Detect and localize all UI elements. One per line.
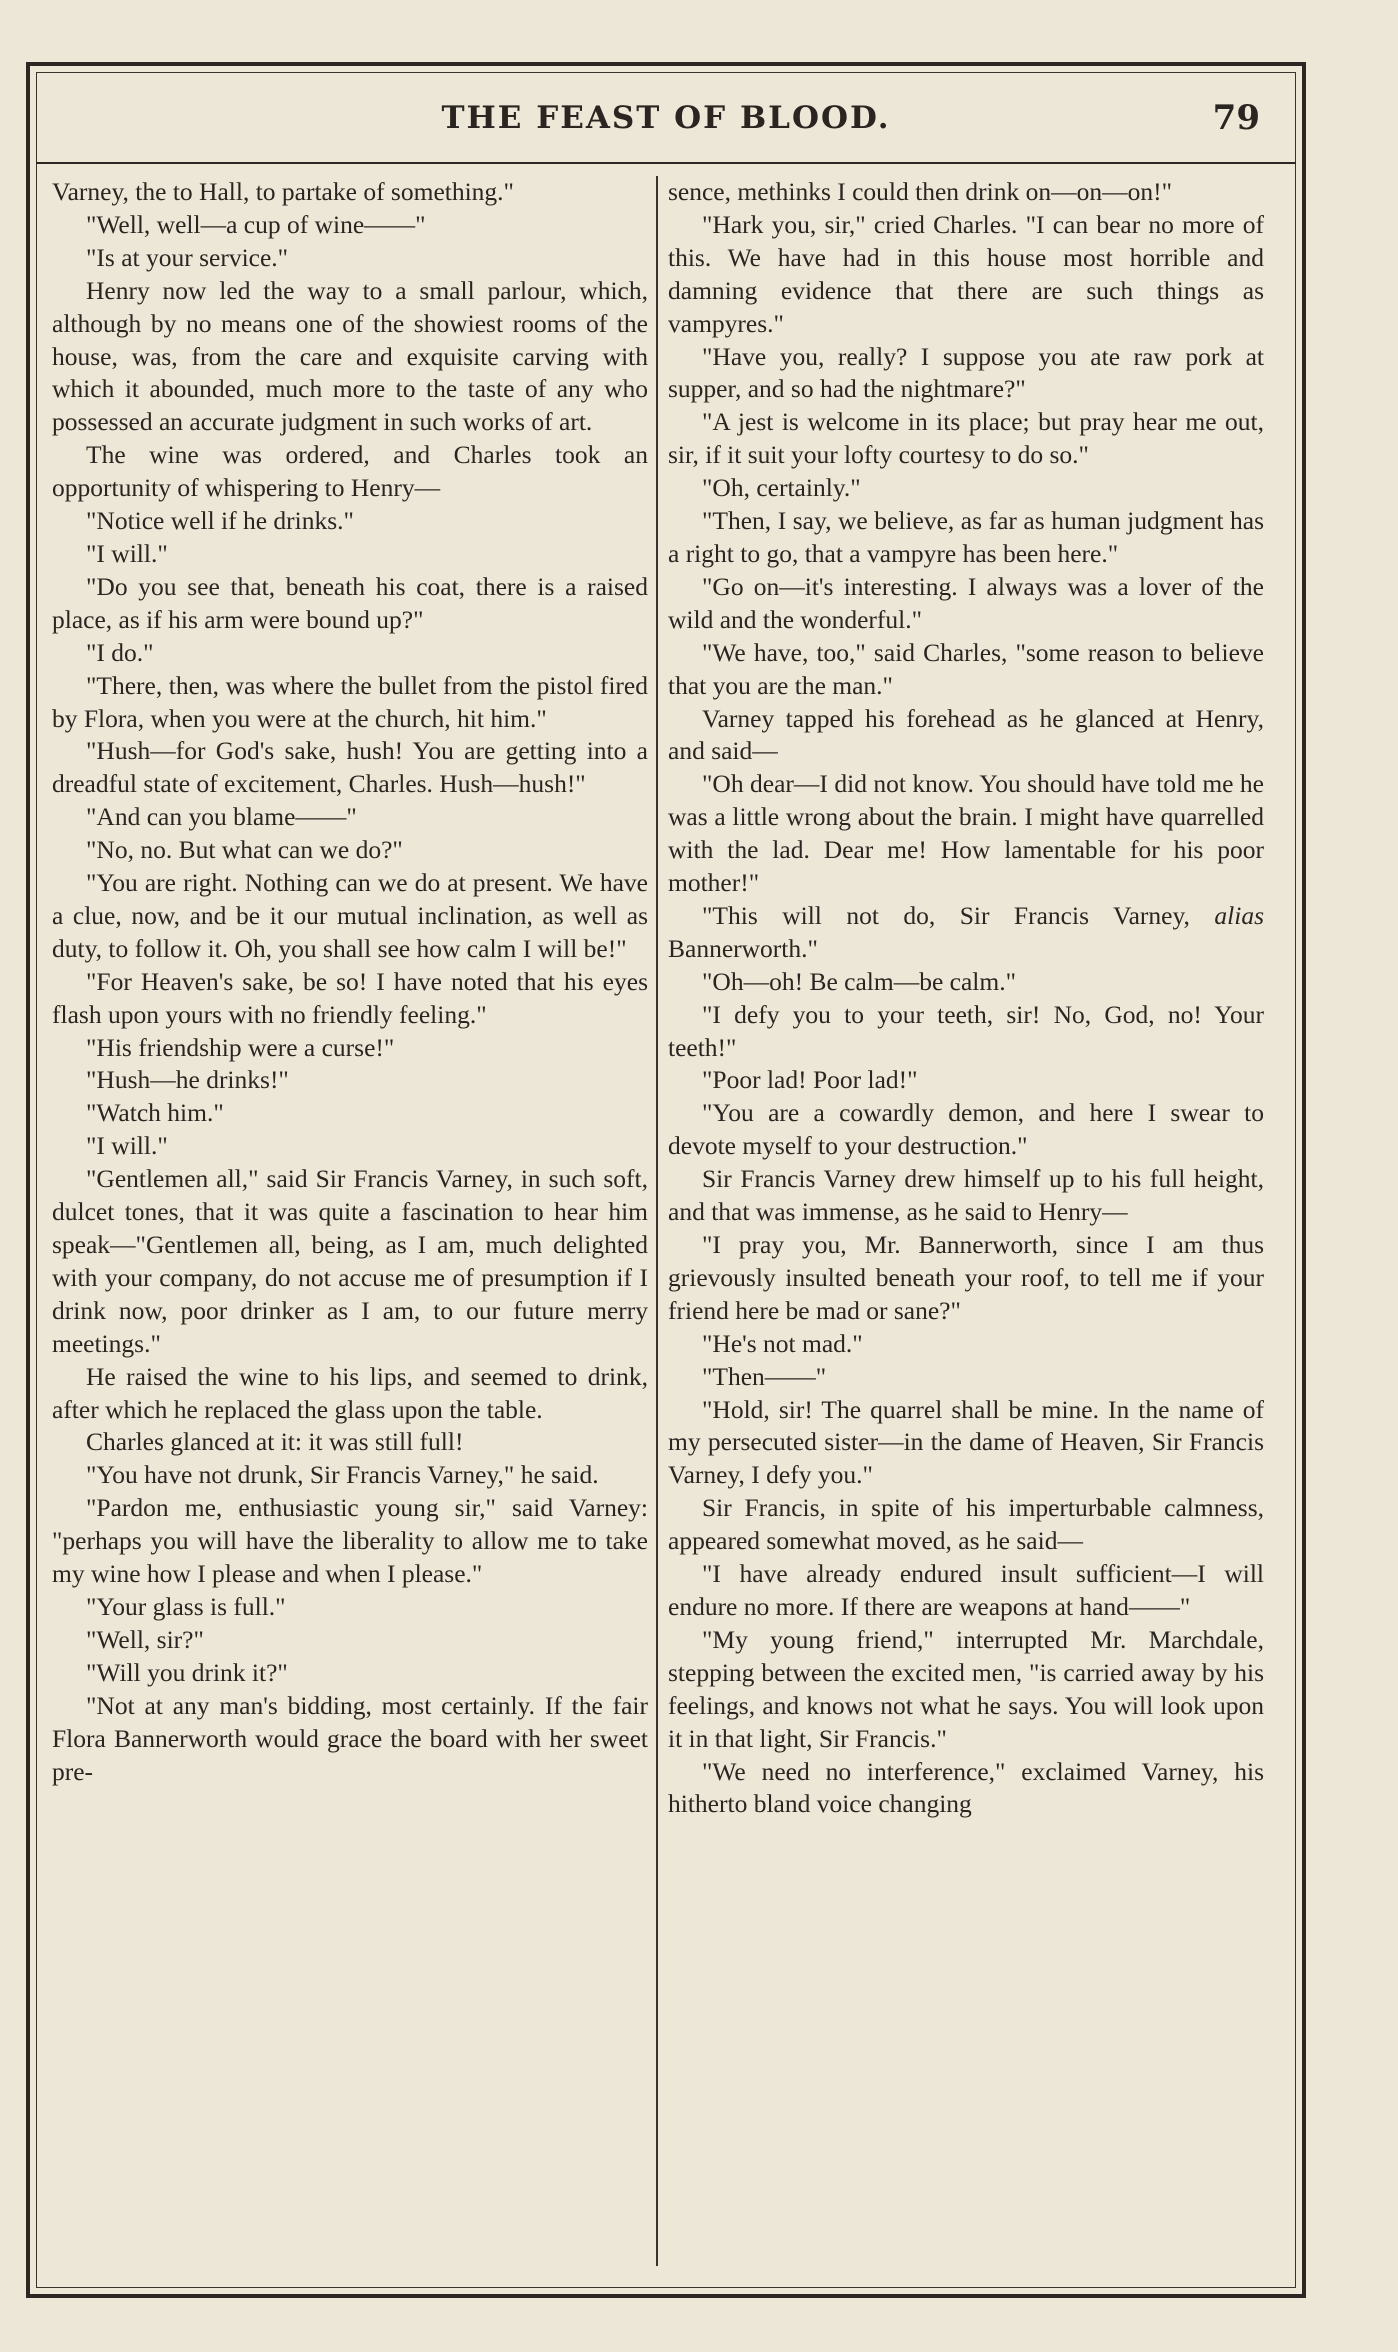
paragraph: "Go on—it's interesting. I always was a lover of the wild and the wonderful." [668, 571, 1264, 634]
paragraph: "You are a cowardly demon, and here I swear to devote myself to your destruction." [668, 1098, 1264, 1161]
paragraph: "There, then, was where the bullet from the pistol fired by Flora, when you were at the church, hit him." [52, 670, 648, 733]
paragraph: Charles glanced at it: it was still full! [86, 1427, 464, 1457]
paragraph: "Is at your service." [86, 242, 289, 272]
paragraph: He raised the wine to his lips, and seemed to drink, after which he replaced the glass upon the table. [52, 1361, 648, 1424]
paragraph: "Then——" [702, 1361, 827, 1391]
running-title: THE FEAST OF BLOOD. [441, 100, 891, 136]
paragraph: "Notice well if he drinks." [86, 506, 354, 536]
paragraph: "Do you see that, beneath his coat, there is a raised place, as if his arm were bound up?" [52, 571, 648, 634]
paragraph: "Well, sir?" [86, 1624, 204, 1654]
paragraph: "You are right. Nothing can we do at present. We have a clue, now, and be it our mutual inclination, as well as duty, to follow it. Oh, you shall see how calm I will be!" [52, 868, 648, 963]
paragraph: "I defy you to your teeth, sir! No, God, no! Your teeth!" [668, 999, 1264, 1062]
page-number: 79 [1212, 98, 1260, 138]
paragraph: "Well, well—a cup of wine——" [86, 209, 426, 239]
header-rule [36, 162, 1296, 164]
paragraph-text: Bannerworth." [668, 933, 818, 963]
paragraph: "Oh—oh! Be calm—be calm." [702, 966, 1016, 996]
paragraph: "I have already endured insult sufficient—I will endure no more. If there are weapons at hand——" [668, 1559, 1264, 1621]
paragraph: Henry now led the way to a small parlour, which, although by no means one of the showiest rooms of the house, was, from the care and exquisite carving with which it abounded, much more to the taste of any who possessed an accurate judgment in such works of art. [52, 275, 648, 437]
italic-word: alias [1214, 900, 1264, 930]
paragraph: The wine was ordered, and Charles took an opportunity of whispering to Henry— [52, 440, 648, 503]
page-header [36, 96, 1296, 140]
paragraph: "Have you, really? I suppose you ate raw pork at supper, and so had the nightmare?" [668, 341, 1264, 404]
paragraph: "No, no. But what can we do?" [86, 835, 403, 865]
paragraph: "I will." [86, 1131, 168, 1161]
paragraph: "Then, I say, we believe, as far as human judgment has a right to go, that a vampyre has been here." [668, 506, 1264, 568]
paragraph: "Oh, certainly." [702, 473, 861, 503]
paragraph: "Pardon me, enthusiastic young sir," said Varney: "perhaps you will have the liberality to allow me to take my wine how I please and when I please." [52, 1493, 648, 1589]
paragraph: "I pray you, Mr. Bannerworth, since I am thus grievously insulted beneath your roof, to tell me if your friend here be mad or sane?" [668, 1230, 1264, 1325]
paragraph: Sir Francis Varney drew himself up to his full height, and that was immense, as he said to Henry— [668, 1164, 1264, 1227]
column-divider [656, 176, 658, 2266]
paragraph: "Not at any man's bidding, most certainly. If the fair Flora Bannerworth would grace the board with her sweet pre- [52, 1690, 648, 1786]
paragraph: "Your glass is full." [86, 1591, 286, 1621]
paragraph: Sir Francis, in spite of his imperturbable calmness, appeared somewhat moved, as he said— [668, 1493, 1264, 1556]
paragraph: "Hold, sir! The quarrel shall be mine. In the name of my persecuted sister—in the dame of Heaven, Sir Francis Varney, I defy you." [668, 1394, 1264, 1490]
paragraph: Varney tapped his forehead as he glanced at Henry, and said— [668, 703, 1264, 766]
paragraph: "A jest is welcome in its place; but pray hear me out, sir, if it suit your lofty courtesy to do so." [668, 407, 1264, 470]
paragraph: "Poor lad! Poor lad!" [702, 1065, 918, 1095]
paragraph-text: "This will not do, Sir Francis Varney, [702, 900, 1215, 930]
paragraph: "Hush—he drinks!" [86, 1065, 289, 1095]
paragraph: "Hark you, sir," cried Charles. "I can bear no more of this. We have had in this house most horrible and damning evidence that there are such things as vampyres." [668, 209, 1264, 338]
paragraph: "Hush—for God's sake, hush! You are getting into a dreadful state of excitement, Charles. Hush—hush!" [52, 736, 648, 799]
paragraph: "And can you blame——" [86, 802, 357, 832]
paragraph: "My young friend," interrupted Mr. Marchdale, stepping between the excited men, "is carried away by his feelings, and knows not what he says. You will look upon it in that light, Sir Francis." [668, 1624, 1264, 1753]
paragraph: "I will." [86, 538, 168, 568]
paragraph: sence, methinks I could then drink on—on—on!" [668, 177, 1173, 206]
paragraph: "Watch him." [86, 1098, 224, 1128]
paragraph: Varney, the to Hall, to partake of something." [52, 177, 514, 206]
paragraph [668, 900, 1264, 966]
paragraph: "Gentlemen all," said Sir Francis Varney, in such soft, dulcet tones, that it was quite a fascination to hear him speak—"Gentlemen all, being, as I am, much delighted with your company, do not accuse me of presumption if I drink now, poor drinker as I am, to our future merry meetings." [52, 1164, 648, 1358]
paragraph: "We need no interference," exclaimed Varney, his hitherto bland voice changing [668, 1756, 1264, 1819]
paragraph: "Will you drink it?" [86, 1657, 288, 1687]
paragraph: "You have not drunk, Sir Francis Varney," he said. [86, 1460, 599, 1490]
paragraph: "I do." [86, 637, 154, 667]
right-column [668, 176, 1264, 2266]
paragraph: "We have, too," said Charles, "some reason to believe that you are the man." [668, 637, 1264, 700]
paragraph: "For Heaven's sake, be so! I have noted that his eyes flash upon yours with no friendly feeling." [52, 966, 648, 1029]
left-column [52, 176, 648, 2266]
paragraph: "He's not mad." [702, 1328, 863, 1358]
paragraph: "His friendship were a curse!" [86, 1032, 395, 1062]
paragraph: "Oh dear—I did not know. You should have told me he was a little wrong about the brain. I might have quarrelled with the lad. Dear me! How lamentable for his poor mother!" [668, 769, 1264, 898]
